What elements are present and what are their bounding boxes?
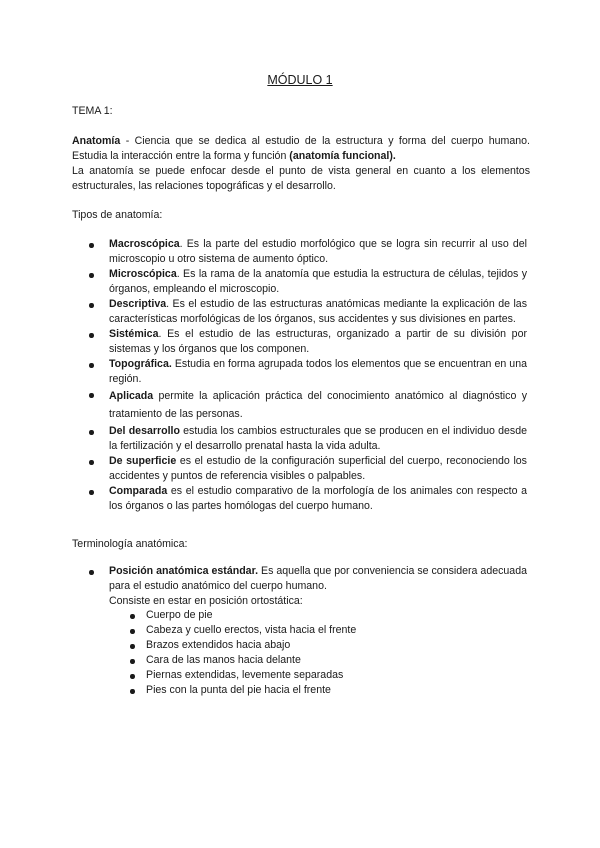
list-item: Cabeza y cuello erectos, vista hacia el frente xyxy=(0,623,356,638)
list-item: Del desarrollo estudia los cambios estructurales que se producen en el individuo desde la fertilización y el desarrollo prenatal hasta la vida adulta. xyxy=(0,424,527,454)
list-item: Comparada es el estudio comparativo de la morfología de los animales con respecto a los órganos o las partes homólogas del cuerpo humano. xyxy=(0,484,527,514)
list-item: Cara de las manos hacia delante xyxy=(0,653,356,668)
list-item: Topográfica. Estudia en forma agrupada todos los elementos que se encuentran en una región. xyxy=(0,357,527,387)
list-item: Microscópica. Es la rama de la anatomía que estudia la estructura de células, tejidos y órganos, empleando el microscopio. xyxy=(0,267,527,297)
list-item: Posición anatómica estándar. Es aquella que por conveniencia se considera adecuada para el estudio anatómico del cuerpo humano. Consiste en estar en posición ortostática: xyxy=(0,564,527,609)
anatomy-term: Anatomía xyxy=(72,135,121,147)
list-item: Brazos extendidos hacia abajo xyxy=(0,638,356,653)
types-heading: Tipos de anatomía: xyxy=(72,209,163,221)
tema-heading: TEMA 1: xyxy=(72,105,113,117)
intro-block xyxy=(72,134,530,194)
position-subtext: Consiste en estar en posición ortostática: xyxy=(109,595,303,607)
anatomy-paragraph: La anatomía se puede enfocar desde el punto de vista general en cuanto a los elementos estructurales, las relaciones topográficas y el desarrollo. xyxy=(72,165,530,192)
position-list xyxy=(0,564,527,609)
list-item: Cuerpo de pie xyxy=(0,608,356,623)
list-item: Pies con la punta del pie hacia el frente xyxy=(0,683,356,698)
list-item: Macroscópica. Es la parte del estudio morfológico que se logra sin recurrir al uso del microscopio u otro sistema de aumento óptico. xyxy=(0,237,527,267)
list-item: Piernas extendidas, levemente separadas xyxy=(0,668,356,683)
list-item: Aplicada permite la aplicación práctica del conocimiento anatómico al diagnóstico y tratamiento de las personas. xyxy=(0,387,527,423)
list-item: Descriptiva. Es el estudio de las estructuras anatómicas mediante la explicación de las características morfológicas de los órganos, sus accidentes y sus divisiones en partes. xyxy=(0,297,527,327)
terminology-heading: Terminología anatómica: xyxy=(72,538,188,550)
types-list xyxy=(0,237,527,514)
list-item: De superficie es el estudio de la configuración superficial del cuerpo, reconociendo los accidentes y puntos de referencia visibles o palpables. xyxy=(0,454,527,484)
position-sublist xyxy=(0,608,356,698)
anatomy-definition: Anatomía - Ciencia que se dedica al estudio de la estructura y forma del cuerpo humano. Estudia la interacción entre la forma y función (anatomía funcional). xyxy=(72,135,530,162)
page-title: MÓDULO 1 xyxy=(267,73,333,87)
list-item: Sistémica. Es el estudio de las estructuras, organizado a partir de su división por sistemas y los órganos que los componen. xyxy=(0,327,527,357)
